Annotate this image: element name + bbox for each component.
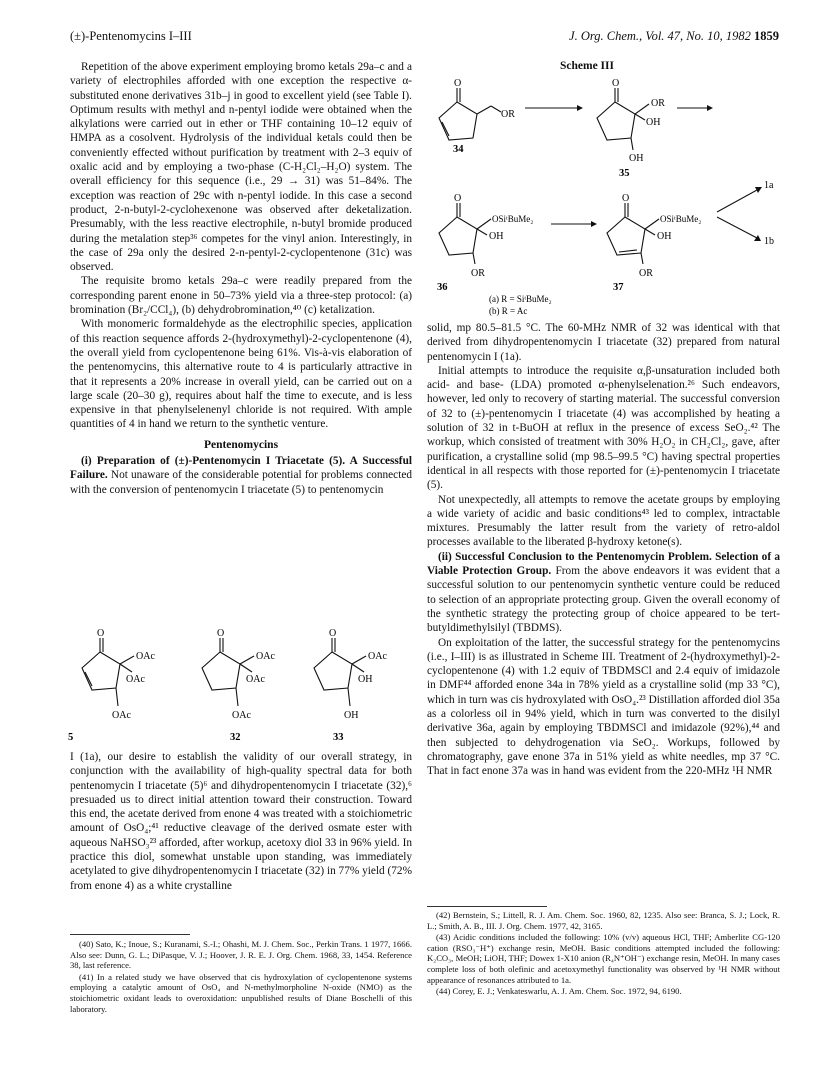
- compound-number: 32: [230, 732, 241, 743]
- subsection-text: Not unaware of the considerable potential for problems connected with the conversion of pentenomycin I triacetate (5) to pentenomycin: [70, 469, 412, 496]
- footnote-rule: [427, 906, 547, 907]
- scheme-title: Scheme III: [560, 60, 614, 72]
- carbonyl-o-label: O: [622, 193, 630, 204]
- scheme-legend: (b) R = Ac: [489, 306, 528, 316]
- arrow-head: [754, 235, 761, 241]
- compound-32-structure: [202, 638, 254, 706]
- scheme-legend: (a) R = SiᵗBuMe₂: [489, 294, 552, 304]
- paragraph: Initial attempts to introduce the requisite α,β-unsaturation included both acid- and base- (LDA) promoted α-phenylselenation.²⁶ Such endeavors, however, led only to recovery of starting material. The successful conversion of 32 to (±)-pentenomycin I triacetate (4) was accomplished by heating a solution of 32 in t-BuOH at reflux in the presence of excess SeO₂.⁴² The workup, which consisted of treatment with 30% H₂O₂ in CH₂Cl₂, gave, after purification, a crystalline solid (mp 98.5–99.5 °C) having spectral properties identical in all respects with those reported for (±)-pentenomycin I triacetate (5).: [427, 364, 780, 492]
- subsection-title: (i) Preparation of (±)-Pentenomycin I Triacetate (5). A Successful Failure.: [70, 455, 412, 482]
- page-number: 1859: [754, 29, 779, 43]
- left-column-top: [70, 60, 412, 497]
- paragraph: I (1a), our desire to establish the validity of our overall strategy, in conjunction with the availability of high-quality spectral data for both pentenomycin I triacetate (5)⁶ and dihydropentenomycin I triacetate (32),⁶ presuaded us to direct initial attention toward their construction. Toward this end, the acetate derived from enone 4 was treated with a stoichiometric amount of OsO₄;⁴¹ reductive cleavage of the derived osmate ester with aqueous NaHSO₃²³ afforded, after workup, acetoxy diol 33 in 96% yield. In practice this diol, somewhat unstable upon standing, was immediately acetylated to give dihydropentenomycin I triacetate (32) in 77% yield (72% from enone 4) as a white crystalline: [70, 751, 412, 892]
- footnote-rule: [70, 934, 190, 935]
- compound-number: 35: [619, 168, 630, 179]
- running-title: (±)-Pentenomycins I–III: [70, 29, 192, 43]
- oac-label: OAc: [136, 651, 155, 662]
- reaction-arrow: [717, 217, 757, 238]
- or-label: OR: [501, 109, 515, 120]
- carbonyl-o-label: O: [329, 628, 337, 639]
- oh-label: OH: [629, 153, 644, 164]
- oac-label: OAc: [232, 710, 251, 721]
- or-label: OR: [651, 98, 665, 109]
- journal-name: J. Org. Chem.,: [569, 29, 643, 43]
- compound-number: 36: [437, 282, 448, 293]
- section-title: Pentenomycins: [203, 438, 279, 451]
- compound-5-structure: [82, 638, 134, 706]
- footnote: (42) Bernstein, S.; Littell, R. J. Am. Chem. Soc. 1960, 82, 1235. Also see: Branca, S. J.; Lock, R. L.; Smith, A. B., III. J. Org. Chem. 1977, 42, 3165.: [427, 910, 780, 931]
- oh-label: OH: [344, 710, 359, 721]
- oh-label: OH: [358, 674, 373, 685]
- paragraph: The requisite bromo ketals 29a–c were readily prepared from the corresponding parent enone in 50–73% yield via a three-step protocol: (a) bromination (Br₂/CCl₄), (b) dehydrobromination,⁴⁰ (c) ketalization.: [70, 275, 412, 317]
- journal-volume: Vol. 47, No. 10, 1982: [645, 29, 751, 43]
- or-label: OR: [639, 268, 653, 279]
- oh-label: OH: [646, 117, 661, 128]
- oac-label: OAc: [246, 674, 265, 685]
- footnote: (41) In a related study we have observed that cis hydroxylation of cyclopentenone systems employing a catalytic amount of OsO₄ and N-methylmorpholine N-oxide (NMO) as the stoichiometric oxidant leads to overoxidation: unpublished results of Diane Boschelli of this laboratory.: [70, 971, 412, 1014]
- paragraph: With monomeric formaldehyde as the electrophilic species, application of this reaction sequence affords 2-(hydroxymethyl)-2-cyclopentenone (4), the overall yield from cyclopentenone being 61%. Vis-à-vis elaboration of the pentenomycins, this alternative route to 4 is particularly attractive in that it represents a 20% increase in overall yield, can be carried out on a large scale (20–30 g), requires about half the time to execute, and is less expensive in that phenylselenenyl chloride is not required. With ample quantities of 4 in hand we return to the synthetic venture.: [70, 318, 412, 431]
- carbonyl-o-label: O: [97, 628, 105, 639]
- footnotes-right: [427, 910, 780, 998]
- left-column-bottom: [70, 750, 412, 893]
- compound-number: 5: [68, 732, 74, 743]
- structures-row: [70, 622, 415, 742]
- compound-37-structure: [607, 203, 659, 264]
- subsection-paragraph: [70, 454, 412, 497]
- oh-label: OH: [489, 231, 504, 242]
- target-label: 1a: [764, 180, 774, 191]
- oac-label: OAc: [368, 651, 387, 662]
- compound-number: 33: [333, 732, 344, 743]
- oac-label: OAc: [256, 651, 275, 662]
- footnote: (44) Corey, E. J.; Venkateswarlu, A. J. Am. Chem. Soc. 1972, 94, 6190.: [436, 986, 682, 997]
- carbonyl-o-label: O: [454, 78, 462, 89]
- paragraph: solid, mp 80.5–81.5 °C. The 60-MHz NMR of 32 was identical with that derived from dihydropentenomycin I triacetate (32) prepared from natural pentenomycin I (1a).: [427, 322, 780, 363]
- tbs-label: OSiᵗBuMe₂: [492, 214, 534, 224]
- carbonyl-o-label: O: [454, 193, 462, 204]
- paragraph: Not unexpectedly, all attempts to remove the acetate groups by employing a wide variety of acidic and basic conditions⁴³ led to complex, intractable mixtures. Presumably the latter result from the variety of retro-aldol processes available to the liberated β-hydroxy ketone(s).: [427, 493, 780, 549]
- journal-citation: [569, 29, 779, 44]
- compound-number: 34: [453, 144, 464, 155]
- target-label: 1b: [764, 236, 774, 247]
- paragraph: On exploitation of the latter, the successful strategy for the pentenomycins (i.e., I–III) is as illustrated in Scheme III. Treatment of 2-(hydroxymethyl)-2-cyclopentenone (4) with 1.2 equiv of TBDMSCl and 2.4 equiv of imidazole in DMF⁴⁴ afforded enone 34a in 78% yield as a crystalline solid (mp 33 °C), which in turn was cis hydroxylated with OsO₄.²³ Distillation afforded diol 35a as a colorless oil in 94% yield, which in turn was converted to the disilyl derivative 36a, again by employing TBDMSCl and imidazole (92%),⁴⁴ and then subjected to dehydrogenation via SeO₂. Workups, followed by chromatography, gave enone 37a in 51% yield as white needles, mp 37 °C. That in fact enone 37a was in hand was evident from the 220-MHz ¹H NMR: [427, 636, 780, 778]
- footnote: (40) Sato, K.; Inoue, S.; Kuranami, S.-I.; Ohashi, M. J. Chem. Soc., Perkin Trans. 1 1977, 1666. Also see: Dunn, G. L.; DiPasque, V. J.; Hoover, J. R. E. J. Org. Chem. 1968, 33, 1454. Reference 38, last reference.: [70, 939, 412, 971]
- footnotes-left: [70, 939, 412, 1015]
- footnote: (43) Acidic conditions included the following: 10% (v/v) aqueous HCl, THF; Amberlite CG-120 cation (RSO₃⁻H⁺) exchange resin, MeOH. Basic conditions attempted included the following: K₂CO₃, MeOH; LiOH, THF; Dowex 1-X10 anion (R₄N⁺OH⁻) exchange resin, MeOH. In many cases complete loss of both olefinic and acetoxymethyl functionality was observed by ¹H NMR without appearance of resonances attributed to 1a.: [427, 932, 780, 985]
- scheme-iii: [427, 72, 780, 317]
- oh-label: OH: [657, 231, 672, 242]
- compound-34-structure: [439, 88, 501, 140]
- oac-label: OAc: [126, 674, 145, 685]
- right-column: [427, 321, 780, 779]
- arrow-head: [707, 105, 713, 111]
- oac-label: OAc: [112, 710, 131, 721]
- reaction-arrow: [717, 190, 757, 212]
- subsection-paragraph: [427, 550, 780, 636]
- compound-36-structure: [439, 203, 491, 264]
- arrow-head: [591, 221, 597, 227]
- paragraph: Repetition of the above experiment employing bromo ketals 29a–c and a variety of electrophiles afforded with one exception the respective α-substituted enone derivatives 31b–j in good to excellent yield (see Table I). Optimum results with methyl and n-pentyl iodide were obtained when the alkylations were carried out in ether or THF containing 10–12 equiv of HMPA as a cosolvent. Hydrolysis of the individual ketals could then be conveniently effected without purification by treatment with 2–3 equiv of oxalic acid and by employing a two-phase (C-H₂Cl₂–H₂O) system. The overall efficiency for this sequence (i.e., 29 → 31) was 51–84%. The exception was reaction of 29c with n-pentyl iodide. In this case a second product, 2-n-butyl-2-cyclohexenone was observed after deketalization. Presumably, with the less reactive electrophile, n-butyl bromide produced during the metalation step³⁶ competes for the vinyl anion. Interestingly, in the case of 29a only the desired 2-n-pentyl-2-cyclopentenone (31c) was observed.: [70, 61, 412, 274]
- arrow-head: [577, 105, 583, 111]
- subsection-text: From the above endeavors it was evident that a successful solution to our pentenomycin synthetic venture could be reduced to selection of an appropriate protecting group. Given the overall economy of the synthetic strategy the protecting group of choice appeared to be tert-butyldimethylsilyl (TBDMS).: [427, 565, 781, 635]
- compound-33-structure: [314, 638, 366, 706]
- carbonyl-o-label: O: [612, 78, 620, 89]
- subsection-title: (ii) Successful Conclusion to the Pentenomycin Problem. Selection of a Viable Protection Group.: [427, 550, 780, 578]
- compound-number: 37: [613, 282, 624, 293]
- tbs-label: OSiᵗBuMe₂: [660, 214, 702, 224]
- carbonyl-o-label: O: [217, 628, 225, 639]
- or-label: OR: [471, 268, 485, 279]
- compound-35-structure: [597, 88, 649, 150]
